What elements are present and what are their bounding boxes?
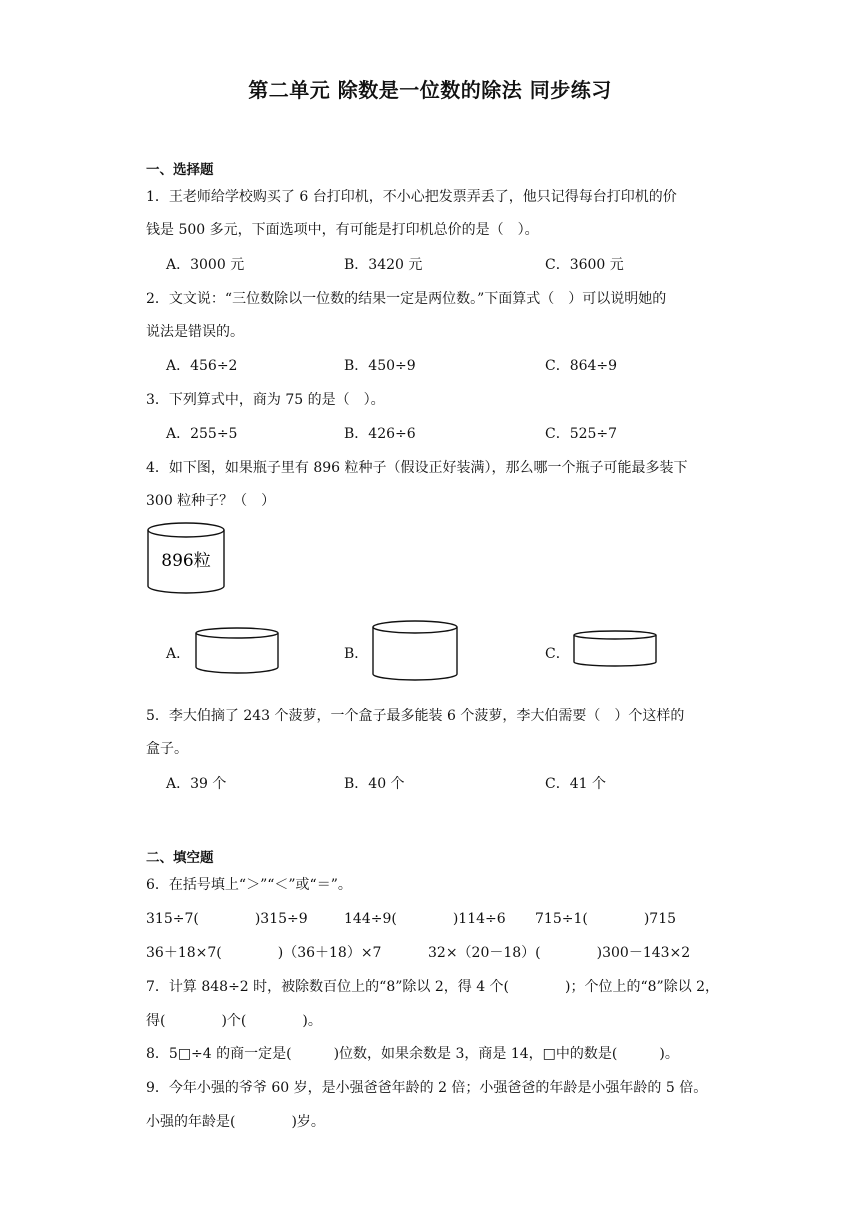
question-3-line-1: 3．下列算式中，商为 75 的是（ ）。	[146, 392, 385, 408]
question-3-option-c: C．525÷7	[545, 426, 618, 442]
question-5-line-2: 盒子。	[146, 741, 188, 757]
question-4-line-2: 300 粒种子？（ ）	[146, 493, 276, 509]
question-1-option-a: A．3000 元	[166, 257, 245, 273]
question-6-blank-4: 36＋18×7( )（36＋18）×7	[146, 945, 382, 961]
question-3-option-b: B．426÷6	[344, 426, 416, 442]
question-1-option-b: B．3420 元	[344, 257, 423, 273]
question-1-option-c: C．3600 元	[545, 257, 624, 273]
question-9-line-1: 9．今年小强的爷爷 60 岁，是小强爸爸年龄的 2 倍；小强爸爸的年龄是小强年龄的 5 倍。	[146, 1080, 708, 1096]
question-2-option-a: A．456÷2	[166, 358, 238, 374]
question-8-line-1: 8．5□÷4 的商一定是( )位数，如果余数是 3，商是 14，□中的数是( )。	[146, 1046, 679, 1062]
page-title: 第二单元 除数是一位数的除法 同步练习	[248, 78, 612, 102]
question-4-option-a: A．	[166, 646, 191, 662]
question-5-option-b: B．40 个	[344, 776, 405, 792]
question-9-line-2: 小强的年龄是( )岁。	[146, 1114, 325, 1130]
question-4-option-b: B．	[344, 646, 369, 662]
question-7-line-2: 得( )个( )。	[146, 1013, 322, 1029]
question-7-line-1: 7．计算 848÷2 时，被除数百位上的“8”除以 2，得 4 个( )；个位上的“8”除以 2，	[146, 979, 720, 995]
question-6-line-1: 6．在括号填上“＞”“＜”或“＝”。	[146, 877, 352, 893]
question-2-line-1: 2．文文说：“三位数除以一位数的结果一定是两位数。”下面算式（ ）可以说明她的	[146, 291, 667, 307]
question-3-option-a: A．255÷5	[166, 426, 238, 442]
question-5-option-a: A．39 个	[166, 776, 227, 792]
question-2-option-b: B．450÷9	[344, 358, 416, 374]
question-1-line-2: 钱是 500 多元，下面选项中，有可能是打印机总价的是（ ）。	[146, 222, 539, 238]
option-a-container-icon	[194, 625, 280, 677]
jar-top	[148, 523, 224, 537]
question-4-option-c: C．	[545, 646, 570, 662]
option-b-container-icon	[371, 618, 459, 684]
seed-jar-figure	[144, 520, 228, 600]
option-c-container-icon	[572, 629, 658, 671]
question-5-option-c: C．41 个	[545, 776, 606, 792]
question-1-line-1: 1．王老师给学校购买了 6 台打印机，不小心把发票弄丢了，他只记得每台打印机的价	[146, 189, 677, 205]
jar-label: 896粒	[161, 551, 211, 571]
question-6-blank-1: 315÷7( )315÷9	[146, 911, 308, 927]
section-heading-choice: 一、选择题	[146, 162, 214, 178]
question-2-line-2: 说法是错误的。	[146, 324, 244, 340]
question-4-line-1: 4．如下图，如果瓶子里有 896 粒种子（假设正好装满），那么哪一个瓶子可能最多装下	[146, 460, 688, 476]
question-6-blank-3: 715÷1( )715	[535, 911, 677, 927]
question-5-line-1: 5．李大伯摘了 243 个菠萝，一个盒子最多能装 6 个菠萝，李大伯需要（ ）个这样的	[146, 708, 685, 724]
question-2-option-c: C．864÷9	[545, 358, 618, 374]
question-6-blank-2: 144÷9( )114÷6	[344, 911, 506, 927]
section-heading-fill-blank: 二、填空题	[146, 850, 214, 866]
question-6-blank-5: 32×（20－18）( )300－143×2	[428, 945, 691, 961]
